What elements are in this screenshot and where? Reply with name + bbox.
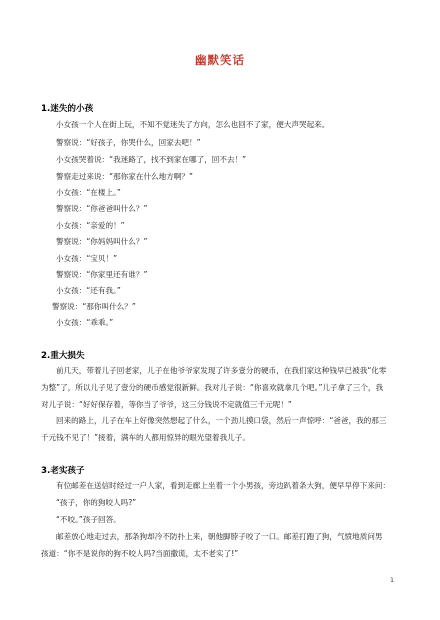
paragraph-line: 警察说：“你家里还有谁？” [56,270,148,279]
section-heading: 1.迷失的小孩 [41,104,94,114]
section-heading: 3.老实孩子 [41,466,85,476]
paragraph-line: 前几天，带着儿子回老家，儿子在他爷爷家发现了许多壹分的硬币，在我们家这种钱早已被我“化零 [56,366,387,375]
page-title: 幽默笑话 [195,53,245,67]
paragraph-line: “不咬。”孩子回答。 [56,515,121,524]
section-heading: 2.重大损失 [41,351,85,361]
paragraph-line: 警察说：“好孩子，你哭什么，回家去吧！” [56,138,201,147]
paragraph-line: 小女孩哭着说：“我迷路了，找不到家在哪了，回不去！” [56,155,247,164]
paragraph-line: 警察走过来说：“那你家在什么地方啊？” [56,172,193,181]
paragraph-line: 对儿子说：“好好保存着，等你当了爷爷，这三分钱说不定就值三千元呢！” [41,400,292,409]
paragraph-line: 小女孩：“宝贝！” [56,254,118,263]
paragraph-line: 小女孩一个人在街上玩，不知不觉迷失了方向，怎么也回不了家，便大声哭起来。 [56,120,330,129]
paragraph-line: “孩子，你的狗咬人吗?” [56,498,137,507]
paragraph-line: 小女孩：“乖乖。” [56,318,114,327]
paragraph-line: 警察说：“你爸爸叫什么？” [56,204,148,213]
paragraph-line: 邮差放心地走过去，那条狗却冷不防扑上来，朝他脚脖子咬了一口。邮差打跑了狗，气愤地质问男 [56,532,383,541]
paragraph-line: 千元钱不见了！”接着，满车的人都用惊异的眼光望着我儿子。 [41,433,250,442]
paragraph-line: 孩道：“你不是说你的狗不咬人吗?当面撒谎，太不老实了!” [41,549,239,558]
paragraph-line: 警察说：“那你叫什么？” [52,302,136,311]
paragraph-line: 小女孩：“在楼上。” [56,188,121,197]
paragraph-line: 小女孩：“亲爱的！” [56,221,125,230]
paragraph-line: 有位邮差在送信时经过一户人家，看到走廊上坐着一个小男孩，旁边趴着条大狗，便早早停下来问： [56,481,391,490]
paragraph-line: 回来的路上，儿子在车上好像突然想起了什么，一个劲儿摸口袋，然后一声惊呼：“爸爸，我的那三 [56,416,387,425]
paragraph-line: 警察说：“你妈妈叫什么？” [56,237,148,246]
paragraph-line: 为整”了，所以儿子见了壹分的硬币感觉很新鲜。我对儿子说：“你喜欢就拿几个吧。”儿子拿了三个，我 [41,383,384,392]
page-number: 1 [390,577,394,584]
paragraph-line: 小女孩：“还有我。” [56,286,121,295]
